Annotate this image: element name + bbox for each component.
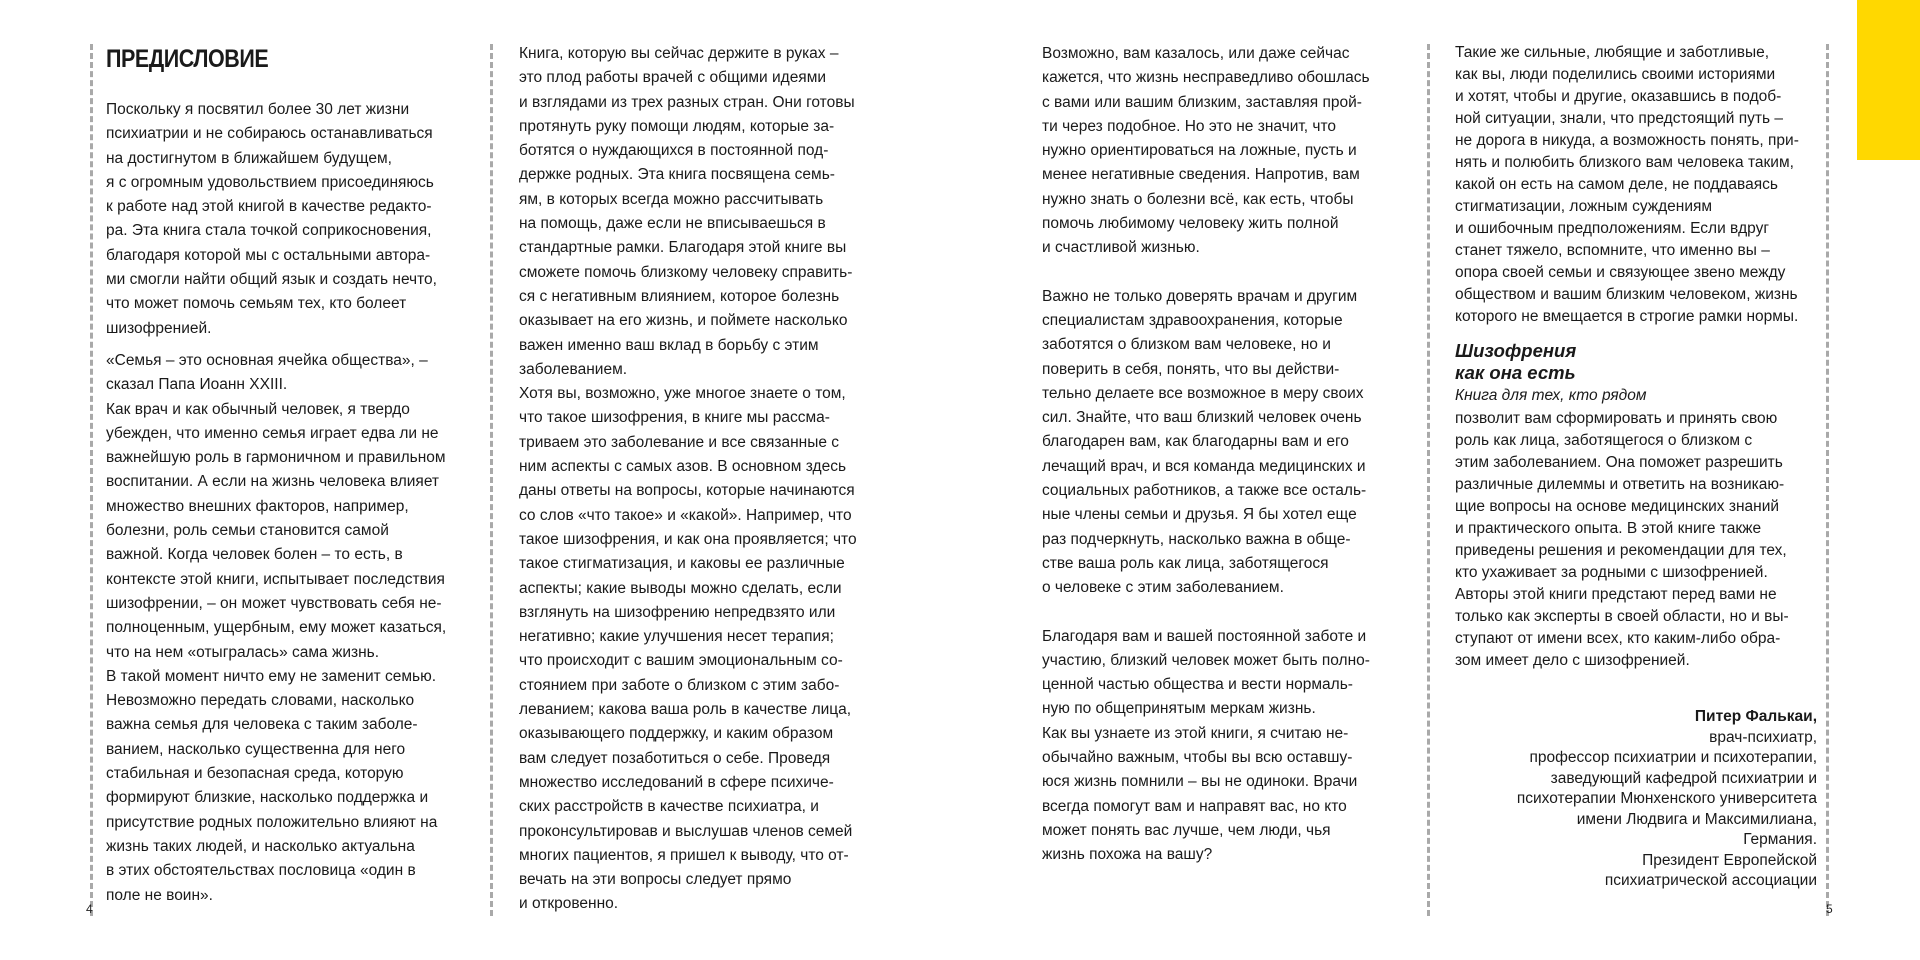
text-line: благодаря которой мы с остальными автора- — [106, 246, 431, 264]
text-line: Авторы этой книги предстают перед вами не — [1455, 586, 1777, 603]
text-line: и хотят, чтобы и другие, оказавшись в подоб- — [1455, 88, 1782, 105]
text-line: на помощь, даже если не вписываешься в — [519, 215, 826, 233]
text-line: В такой момент ничто ему не заменит семью. — [106, 667, 437, 685]
text-line: Как вы узнаете из этой книги, я считаю не- — [1042, 724, 1349, 742]
author-credential: врач-психиатр, — [1709, 728, 1817, 746]
left-page-column-1 — [106, 42, 478, 908]
text-line: поверить в себя, понять, что вы действи- — [1042, 360, 1340, 378]
text-line: вечать на эти вопросы следует прямо — [519, 871, 792, 889]
text-line: жизнь похожа на вашу? — [1042, 846, 1213, 864]
text-line: сказал Папа Иоанн XXIII. — [106, 376, 288, 394]
text-line: ся с негативным влиянием, которое болезнь — [519, 287, 840, 305]
text-line: какой он есть на самом деле, не поддаваясь — [1455, 176, 1778, 193]
text-line: шизофрении, – он может чувствовать себя не- — [106, 594, 442, 612]
text-line: что может помочь семьям тех, кто болеет — [106, 295, 407, 313]
yellow-accent-tab — [1857, 0, 1920, 160]
text-line: оказывает на его жизнь, и поймете насколько — [519, 312, 848, 330]
divider-left-outer — [90, 44, 93, 916]
page-heading: ПРЕДИСЛОВИЕ — [106, 45, 269, 73]
text-line: множество внешних факторов, например, — [106, 497, 409, 515]
page-number-left: 4 — [86, 902, 93, 916]
page-number-right: 5 — [1826, 902, 1833, 916]
text-line: приведены решения и рекомендации для тех, — [1455, 542, 1787, 559]
right-page-column-1 — [1042, 42, 1414, 868]
text-line: психиатрии и не собираюсь останавливаться — [106, 125, 433, 143]
author-credential: Президент Европейской — [1642, 851, 1817, 869]
book-title-line: как она есть — [1455, 362, 1576, 383]
divider-left-middle — [490, 44, 493, 916]
text-line: кажется, что жизнь несправедливо обошлась — [1042, 69, 1370, 87]
text-line: специалистам здравоохранения, которые — [1042, 311, 1343, 329]
text-line: такое шизофрения, и как она проявляется; что — [519, 530, 857, 548]
text-line: и взглядами из трех разных стран. Они готовы — [519, 93, 855, 111]
author-credential: психотерапии Мюнхенского университета — [1516, 790, 1817, 807]
text-line: многих пациентов, я пришел к выводу, что от- — [519, 846, 849, 864]
text-line: ной ситуации, знали, что предстоящий путь – — [1455, 110, 1784, 127]
book-title-line: Шизофрения — [1455, 340, 1577, 361]
text-line: шизофренией. — [106, 319, 212, 337]
text-line: важна семья для человека с таким заболе- — [106, 716, 418, 734]
text-line: ванием, насколько существенна для него — [106, 740, 406, 758]
text-line: ми смогли найти общий язык и создать нечто, — [106, 271, 437, 289]
text-line: аспекты; какие выводы можно сделать, если — [519, 579, 842, 597]
author-credential: психиатрической ассоциации — [1604, 872, 1817, 889]
text-line: нужно знать о болезни всё, как есть, чтобы — [1042, 190, 1354, 208]
author-credential: Германия. — [1743, 831, 1817, 848]
text-line: может понять вас лучше, чем люди, чья — [1042, 821, 1331, 839]
text-line: ные члены семьи и друзья. Я бы хотел еще — [1042, 506, 1357, 524]
text-line: даны ответы на вопросы, которые начинаются — [519, 482, 855, 500]
text-line: всегда помогут вам и направят вас, но кто — [1042, 797, 1347, 815]
text-line: сможете помочь близкому человеку справить- — [519, 263, 853, 281]
text-line: триваем это заболевание и все связанные с — [519, 433, 840, 451]
text-line: раз подчеркнуть, насколько важна в обще- — [1042, 530, 1351, 548]
text-line: к работе над этой книгой в качестве редакто- — [106, 198, 432, 216]
text-line: Благодаря вам и вашей постоянной заботе и — [1042, 627, 1367, 645]
text-line: важной. Когда человек болен – то есть, в — [106, 546, 403, 564]
text-line: стабильная и безопасная среда, которую — [106, 765, 404, 783]
text-line: вам следует позаботиться о себе. Проведя — [519, 749, 831, 767]
text-line: воспитании. А если на жизнь человека влияет — [106, 473, 440, 491]
text-line: ним аспекты с самых азов. В основном здесь — [519, 458, 847, 476]
text-line: ских расстройств в качестве психиатра, и — [519, 798, 819, 816]
text-line: ную по общепринятым меркам жизнь. — [1042, 700, 1316, 718]
text-line: жизнь таких людей, и насколько актуальна — [106, 837, 415, 855]
text-line: и откровенно. — [519, 895, 619, 913]
text-line: нужно ориентироваться на ложные, пусть и — [1042, 142, 1357, 160]
text-line: леванием; какова ваша роль в качестве лица, — [519, 701, 852, 719]
text-line: присутствие родных положительно влияют на — [106, 813, 438, 831]
text-line: важен именно ваш вклад в борьбу с этим — [519, 336, 819, 354]
text-line: только как эксперты в своей области, но и вы- — [1455, 608, 1789, 625]
text-line: ям, в которых всегда можно рассчитывать — [519, 190, 824, 208]
text-line: стигматизации, ложным суждениям — [1455, 198, 1713, 215]
text-line: формируют близкие, насколько поддержка и — [106, 789, 429, 807]
text-line: оказывающего поддержку, и каким образом — [519, 725, 834, 743]
text-line: ботятся о нуждающихся в постоянной под- — [519, 142, 829, 160]
text-line: тельно делаете все возможное в меру своих — [1042, 384, 1364, 402]
text-line: Возможно, вам казалось, или даже сейчас — [1042, 45, 1350, 62]
text-line: менее негативные сведения. Напротив, вам — [1042, 166, 1360, 184]
text-line: как вы, люди поделились своими историями — [1455, 66, 1776, 83]
text-line: Как врач и как обычный человек, я твердо — [106, 400, 410, 418]
author-signature — [1455, 707, 1817, 892]
text-line: станет тяжело, вспомните, что именно вы – — [1455, 242, 1770, 259]
text-line: поле не воин». — [106, 886, 213, 904]
divider-right-outer — [1826, 44, 1829, 916]
text-line: «Семья – это основная ячейка общества», – — [106, 351, 428, 369]
text-line: сил. Знайте, что ваш близкий человек очень — [1042, 409, 1362, 427]
text-line: такое стигматизация, и каковы ее различные — [519, 555, 845, 573]
text-line: Поскольку я посвятил более 30 лет жизни — [106, 101, 410, 118]
text-line: убежден, что именно семья играет едва ли не — [106, 424, 439, 442]
text-line: держке родных. Эта книга посвящена семь- — [519, 166, 835, 184]
text-line: юся жизнь помнили – вы не одиноки. Врачи — [1042, 773, 1358, 791]
text-line: различные дилеммы и ответить на возникаю- — [1455, 476, 1785, 493]
text-line: участию, близкий человек может быть полно- — [1042, 651, 1370, 669]
author-credential: заведующий кафедрой психиатрии и — [1550, 769, 1817, 787]
text-line: стоянием при заботе о близком с этим забо- — [519, 676, 840, 694]
text-line: Невозможно передать словами, насколько — [106, 692, 415, 710]
text-line: что на нем «отыгралась» сама жизнь. — [106, 643, 380, 661]
text-line: полноценным, ущербным, ему может казаться, — [106, 619, 447, 637]
text-line: в этих обстоятельствах пословица «один в — [106, 862, 416, 880]
book-subtitle: Книга для тех, кто рядом — [1455, 387, 1647, 404]
author-credential: профессор психиатрии и психотерапии, — [1529, 749, 1817, 766]
text-line: заботятся о близком вам человеке, но и — [1042, 336, 1331, 354]
text-line: со слов «что такое» и «какой». Например, что — [519, 506, 852, 524]
right-page-column-2 — [1455, 42, 1817, 892]
col1-text — [106, 98, 478, 908]
divider-right-middle — [1427, 44, 1430, 916]
author-name: Питер Фалькаи, — [1694, 708, 1817, 725]
text-line: Хотя вы, возможно, уже многое знаете о том, — [519, 385, 846, 403]
text-line: этим заболеванием. Она поможет разрешить — [1455, 454, 1783, 471]
text-line: лечащий врач, и вся команда медицинских и — [1042, 457, 1366, 475]
text-line: ценной частью общества и вести нормаль- — [1042, 676, 1353, 694]
text-line: помочь любимому человеку жить полной — [1042, 215, 1339, 233]
text-line: социальных работников, а также все осталь- — [1042, 482, 1367, 500]
text-line: и практического опыта. В этой книге также — [1455, 520, 1762, 537]
text-line: кто ухаживает за родными с шизофренией. — [1455, 564, 1768, 581]
text-line: взглянуть на шизофрению непредвзято или — [519, 603, 836, 621]
text-line: которого не вмещается в строгие рамки нормы. — [1455, 308, 1799, 325]
text-line: ти через подобное. Но это не значит, что — [1042, 117, 1337, 135]
text-line: негативно; какие улучшения несет терапия; — [519, 628, 834, 646]
text-line: проконсультировав и выслушав членов семей — [519, 822, 853, 840]
text-line: что такое шизофрения, в книге мы рассма- — [519, 409, 830, 427]
text-line: и ошибочным предположениям. Если вдруг — [1455, 220, 1769, 237]
text-line: обычайно важным, чтобы вы всю оставшу- — [1042, 749, 1353, 767]
text-line: что происходит с вашим эмоциональным со- — [519, 652, 843, 670]
book-title — [1455, 340, 1817, 384]
text-line: не дорога в никуда, а возможность понять, при- — [1455, 132, 1799, 149]
text-line: щие вопросы на основе медицинских знаний — [1455, 498, 1780, 515]
left-page-column-2 — [519, 42, 891, 917]
text-line: стве ваша роль как лица, заботящегося — [1042, 554, 1329, 572]
text-line: на достигнутом в ближайшем будущем, — [106, 149, 392, 167]
text-line: это плод работы врачей с общими идеями — [519, 69, 827, 87]
text-line: и счастливой жизнью. — [1042, 239, 1200, 257]
text-line: о человеке с этим заболеванием. — [1042, 579, 1284, 597]
text-line: нять и полюбить близкого вам человека таким, — [1455, 154, 1794, 171]
text-line: ра. Эта книга стала точкой соприкосновения, — [106, 222, 432, 240]
text-line: ступают от имени всех, кто каким-либо обра- — [1455, 630, 1781, 647]
text-line: важнейшую роль в гармоничном и правильном — [106, 449, 446, 467]
text-line: позволит вам сформировать и принять свою — [1455, 410, 1778, 427]
text-line: протянуть руку помощи людям, которые за- — [519, 117, 835, 135]
text-line: опора своей семьи и связующее звено между — [1455, 264, 1786, 281]
text-line: болезни, роль семьи становится самой — [106, 522, 389, 540]
text-line: обществом и вашим близким человеком, жизнь — [1455, 286, 1798, 303]
text-line: я с огромным удовольствием присоединяюсь — [106, 173, 434, 191]
text-line: Книга, которую вы сейчас держите в руках – — [519, 45, 839, 62]
text-line: Такие же сильные, любящие и заботливые, — [1455, 44, 1770, 61]
text-line: благодарен вам, как благодарны вам и его — [1042, 433, 1349, 451]
text-line: заболеванием. — [519, 360, 628, 378]
author-credential: имени Людвига и Максимилиана, — [1576, 810, 1817, 828]
text-line: контексте этой книги, испытывает последствия — [106, 570, 445, 588]
text-line: с вами или вашим близким, заставляя прой- — [1042, 93, 1362, 111]
text-line: множество исследований в сфере психиче- — [519, 773, 834, 791]
text-line: стандартные рамки. Благодаря этой книге вы — [519, 239, 847, 257]
text-line: Важно не только доверять врачам и другим — [1042, 287, 1358, 305]
text-line: роль как лица, заботящегося о близком с — [1455, 432, 1753, 449]
text-line: зом имеет дело с шизофренией. — [1455, 652, 1690, 669]
